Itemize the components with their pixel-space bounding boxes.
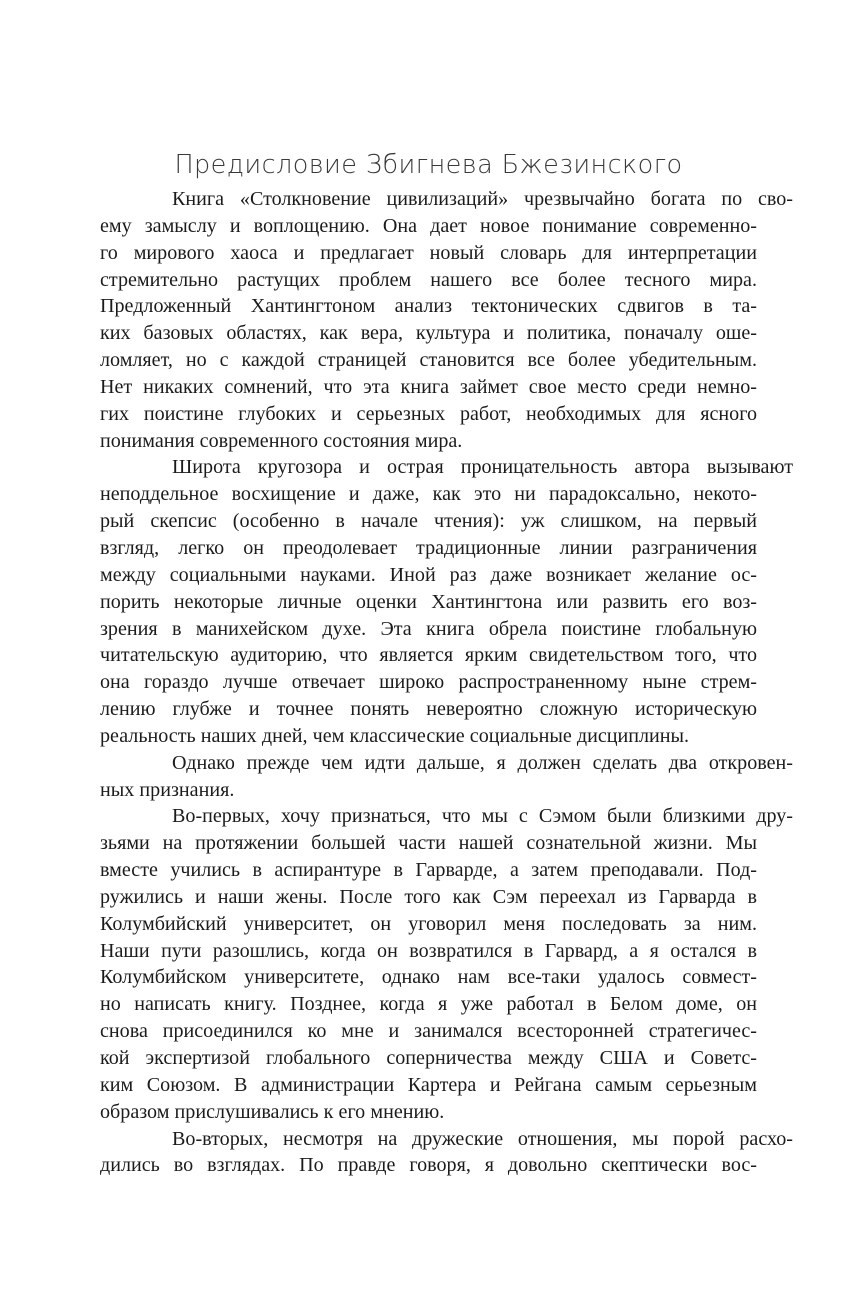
text-line: лению глубже и точнее понять невероятно сложную историческую xyxy=(100,698,757,721)
text-line: рый скепсис (особенно в начале чтения): уж слишком, на первый xyxy=(100,510,757,533)
text-line: понимания современного состояния мира. xyxy=(100,429,463,452)
text-line: Нет никаких сомнений, что эта книга займет свое место среди немно- xyxy=(100,375,757,398)
text-line: образом прислушивались к его мнению. xyxy=(100,1100,445,1123)
text-line: Колумбийский университет, он уговорил меня последовать за ним. xyxy=(100,912,757,935)
text-line: Предложенный Хантингтоном анализ тектонических сдвигов в та- xyxy=(100,295,757,318)
paragraph xyxy=(100,1126,793,1180)
text-line: ких базовых областях, как вера, культура и политика, поначалу оше- xyxy=(100,322,757,345)
text-line: ружились и наши жены. После того как Сэм переехал из Гарварда в xyxy=(100,885,757,908)
paragraph xyxy=(100,454,793,749)
paragraph xyxy=(100,803,793,1125)
text-line: реальность наших дней, чем классические социальные дисциплины. xyxy=(100,724,690,747)
text-line: зрения в манихейском духе. Эта книга обрела поистине глобальную xyxy=(100,617,757,640)
text-line: порить некоторые личные оценки Хантингтона или развить его воз- xyxy=(100,590,757,613)
text-line: гих поистине глубоких и серьезных работ, необходимых для ясного xyxy=(100,402,757,425)
text-line: ломляет, но с каждой страницей становится все более убедительным. xyxy=(100,349,757,372)
text-line: ных признания. xyxy=(100,778,235,801)
text-line: Во-вторых, несмотря на дружеские отношения, мы порой расхо- xyxy=(172,1127,793,1150)
text-line: Широта кругозора и острая проницательность автора вызывают xyxy=(172,456,793,479)
text-line: Колумбийском университете, однако нам все-таки удалось совмест- xyxy=(100,966,757,989)
text-line: дились во взглядах. По правде говоря, я довольно скептически вос- xyxy=(100,1154,757,1177)
page-title: Предисловие Збигнева Бжезинского xyxy=(174,150,683,181)
text-line: Книга «Столкновение цивилизаций» чрезвычайно богата по сво- xyxy=(172,188,793,210)
text-line: вместе учились в аспирантуре в Гарварде, а затем преподавали. Под- xyxy=(100,859,757,882)
text-line: ким Союзом. В администрации Картера и Рейгана самым серьезным xyxy=(100,1073,757,1096)
body-text-column xyxy=(100,186,793,1179)
text-line: Во-первых, хочу признаться, что мы с Сэмом были близкими дру- xyxy=(172,805,793,828)
text-line: она гораздо лучше отвечает широко распространенному ныне стрем- xyxy=(100,671,757,694)
text-line: стремительно растущих проблем нашего все более тесного мира. xyxy=(100,268,757,291)
text-line: Однако прежде чем идти дальше, я должен сделать два откровен- xyxy=(172,751,793,774)
text-line: Наши пути разошлись, когда он возвратился в Гарвард, а я остался в xyxy=(100,939,757,962)
text-line: читательскую аудиторию, что является ярким свидетельством того, что xyxy=(100,644,757,667)
text-line: взгляд, легко он преодолевает традиционные линии разграничения xyxy=(100,536,757,559)
paragraph xyxy=(100,750,793,804)
text-line: снова присоединился ко мне и занимался всесторонней стратегичес- xyxy=(100,1020,757,1043)
text-line: между социальными науками. Иной раз даже возникает желание ос- xyxy=(100,563,757,586)
text-line: неподдельное восхищение и даже, как это ни парадоксально, некото- xyxy=(100,483,757,506)
text-line: но написать книгу. Позднее, когда я уже работал в Белом доме, он xyxy=(100,993,757,1016)
text-line: зьями на протяжении большей части нашей сознательной жизни. Мы xyxy=(100,832,757,855)
paragraph xyxy=(100,186,793,454)
text-line: кой экспертизой глобального соперничества между США и Советс- xyxy=(100,1047,757,1069)
text-line: ему замыслу и воплощению. Она дает новое понимание современно- xyxy=(100,214,757,237)
text-line: го мирового хаоса и предлагает новый словарь для интерпретации xyxy=(100,241,757,264)
